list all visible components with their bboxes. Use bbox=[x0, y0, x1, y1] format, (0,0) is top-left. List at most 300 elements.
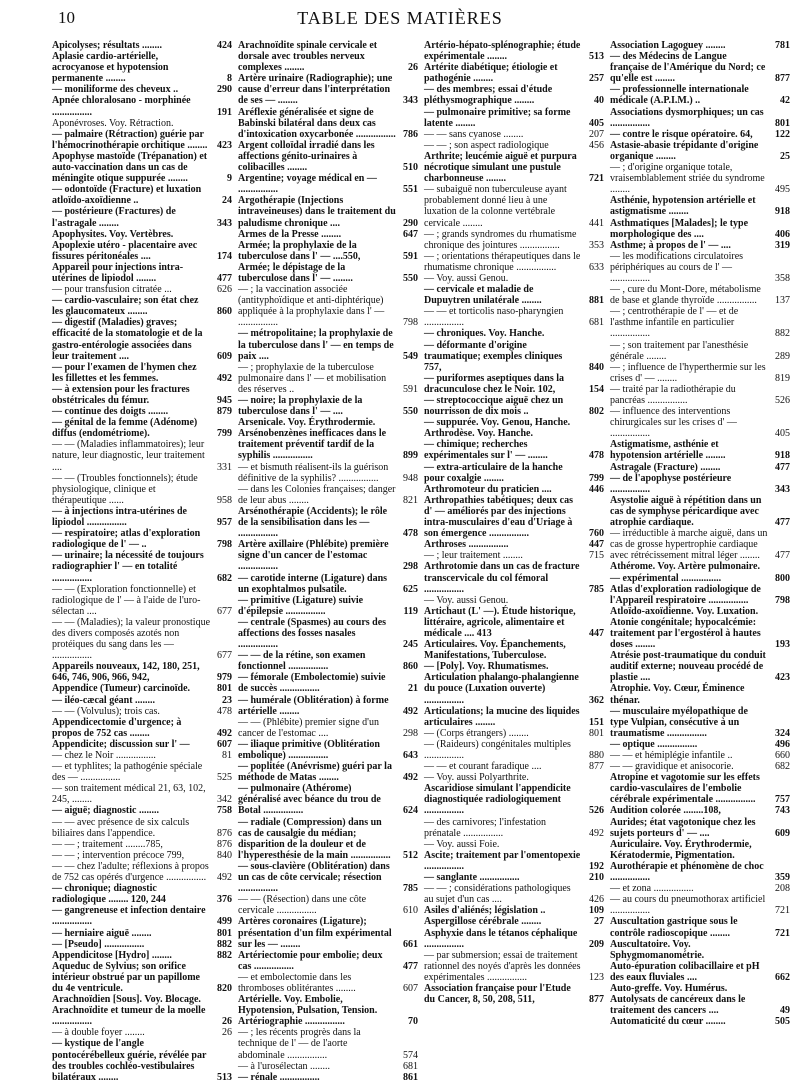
index-entry bbox=[424, 783, 604, 816]
index-entry-text: — professionnelle internationale médicale (A.P.I.M.) .. bbox=[610, 84, 749, 107]
index-entry-page: 682 bbox=[775, 761, 790, 773]
index-entry bbox=[52, 40, 232, 51]
index-entry-text: — et zona ................ bbox=[610, 883, 694, 895]
index-entry bbox=[52, 473, 232, 506]
index-entry-text: — — avec présence de six calculs biliaires dans l'appendice. bbox=[52, 816, 190, 839]
index-entry bbox=[610, 162, 790, 195]
index-entry bbox=[52, 717, 232, 739]
index-entry bbox=[52, 661, 232, 683]
index-entry-text: Aspergillose cérébrale ........ bbox=[424, 916, 542, 928]
index-entry bbox=[52, 861, 232, 883]
index-entry bbox=[424, 883, 604, 905]
index-entry-page: 81 bbox=[222, 750, 232, 761]
index-entry-text: — respiratoire; atlas d'exploration radiologique de l' — .. bbox=[52, 528, 201, 551]
index-entry bbox=[238, 695, 418, 717]
index-entry-page: 882 bbox=[775, 328, 790, 340]
index-entry bbox=[424, 439, 604, 461]
index-entry-page: 681 bbox=[589, 317, 604, 329]
index-entry bbox=[424, 229, 604, 251]
index-entry-text: Appareil pour injections intra-utérines de lipiodol ........ bbox=[52, 261, 184, 284]
index-entry-page: 760 bbox=[589, 528, 604, 540]
index-entry-page: 786 bbox=[403, 128, 418, 140]
index-entry bbox=[424, 839, 604, 850]
index-entry-page: 137 bbox=[775, 295, 790, 307]
index-entry-page: 899 bbox=[403, 450, 418, 462]
index-entry-text: Aplasie cardio-artérielle, acrocyanose et hypotension permanente ........ bbox=[52, 51, 169, 85]
index-entry-page: 526 bbox=[589, 805, 604, 817]
index-entry-text: — dans les Colonies françaises; danger de leur abus ........ bbox=[238, 483, 396, 506]
index-entry-text: — expérimental ................ bbox=[610, 572, 722, 584]
index-entry bbox=[424, 539, 604, 550]
index-entry bbox=[52, 817, 232, 839]
index-entry-text: Asiles d'aliénés; législation .. bbox=[424, 905, 546, 917]
index-entry bbox=[238, 506, 418, 539]
index-entry bbox=[238, 362, 418, 395]
index-entry-text: Apoplexie utéro - placentaire avec fissures péritonéales .... bbox=[52, 239, 198, 262]
index-entry-text: — urinaire; la nécessité de toujours radiographier l' — en totalité ................ bbox=[52, 550, 204, 584]
index-entry bbox=[52, 1038, 232, 1082]
index-entry-text: — ; son traitement par l'anesthésie générale ........ bbox=[610, 339, 749, 362]
index-entry-page: 353 bbox=[589, 239, 604, 251]
index-entry bbox=[610, 772, 790, 805]
index-entry-page: 882 bbox=[217, 949, 232, 961]
index-entry bbox=[424, 850, 604, 872]
index-entry-page: 662 bbox=[775, 971, 790, 983]
index-entry bbox=[424, 306, 604, 328]
index-entry bbox=[52, 783, 232, 805]
index-entry-text: Artériectomie pour embolie; deux cas ................ bbox=[238, 949, 383, 972]
index-entry-page: 877 bbox=[589, 994, 604, 1006]
index-entry-page: 549 bbox=[403, 350, 418, 362]
index-entry-text: — suppurée. Voy. Genou, Hanche. bbox=[424, 417, 571, 429]
index-entry-text: — à l'urosélectan ........ bbox=[238, 1060, 331, 1072]
index-entry bbox=[610, 362, 790, 384]
index-entry-page: 26 bbox=[222, 1027, 232, 1039]
index-entry-text: Autolysats de cancéreux dans le traitement des cancers .... bbox=[610, 994, 746, 1017]
index-entry bbox=[424, 872, 604, 883]
index-entry bbox=[424, 606, 604, 639]
index-entry-text: Auscultatoire. Voy. Sphygmomanométrie. bbox=[610, 938, 705, 961]
index-entry-text: — ; orientations thérapeutiques dans le rhumatisme chronique ................ bbox=[424, 250, 581, 273]
index-entry-text: — ; influence de l'hyperthermie sur les crises d' — ........ bbox=[610, 361, 766, 384]
index-entry-page: 881 bbox=[589, 295, 604, 307]
index-entry-text: — contre le risque opératoire. 64, bbox=[610, 128, 753, 140]
index-entry-text: Aponévroses. Voy. Rétraction. bbox=[52, 117, 174, 129]
index-entry-text: — ; prophylaxie de la tuberculose pulmonaire dans l' — et mobilisation des réserves .. bbox=[238, 361, 387, 395]
index-entry-text: — cervicale et maladie de Dupuytren unilatérale ........ bbox=[424, 284, 542, 307]
index-entry-text: Atrésie post-traumatique du conduit auditif externe; nouveau procédé de plastie .... bbox=[610, 650, 766, 684]
index-entry-text: Argent colloïdal irradié dans les affections génito-urinaires à colibacilles ........ bbox=[238, 139, 375, 174]
index-entry-text: Ascaridiose simulant l'appendicite diagnostiquée radiologiquement ................ bbox=[424, 783, 571, 817]
index-entry-text: — métropolitaine; la prophylaxie de la tuberculose dans l' — en temps de paix .... bbox=[238, 328, 394, 362]
index-entry bbox=[238, 240, 418, 262]
index-entry-page: 609 bbox=[217, 350, 232, 362]
index-entry-text: — pour l'examen de l'hymen chez les fillettes et les femmes. bbox=[52, 361, 197, 384]
index-entry-text: — chronique; diagnostic radiologique ........ 120, 244 bbox=[52, 883, 166, 906]
index-entry-text: — centrale (Spasmes) au cours des affections des fosses nasales ................ bbox=[238, 616, 387, 651]
index-entry bbox=[610, 1016, 790, 1027]
index-entry-page: 625 bbox=[403, 583, 418, 595]
index-entry-text: — postérieure (Fractures) de l'astragale ........ bbox=[52, 206, 176, 229]
index-entry bbox=[52, 761, 232, 783]
index-entry bbox=[238, 395, 418, 417]
index-entry bbox=[238, 539, 418, 572]
index-entry-page: 609 bbox=[775, 827, 790, 839]
index-entry-text: Asystolie aiguë à répétition dans un cas de symphyse péricardique avec atrophie cardiaque. bbox=[610, 494, 762, 529]
index-entry-page: 21 bbox=[408, 683, 418, 695]
index-entry bbox=[424, 550, 604, 561]
index-entry bbox=[424, 395, 604, 417]
index-entry-page: 882 bbox=[217, 938, 232, 950]
index-entry-page: 40 bbox=[594, 95, 604, 107]
index-entry bbox=[610, 883, 790, 894]
index-entry-page: 757 bbox=[775, 794, 790, 806]
index-entry-page: 298 bbox=[403, 561, 418, 573]
index-entry-page: 721 bbox=[589, 173, 604, 185]
index-entry bbox=[610, 573, 790, 584]
index-entry bbox=[238, 417, 418, 428]
index-entry-page: 324 bbox=[775, 727, 790, 739]
index-entry-page: 643 bbox=[403, 750, 418, 761]
index-entry-page: 957 bbox=[217, 517, 232, 529]
index-entry-text: — des membres; essai d'étude pléthysmographique ........ bbox=[424, 84, 553, 107]
index-entry-page: 331 bbox=[217, 461, 232, 473]
index-entry-text: — — de la rétine, son examen fonctionnel ................ bbox=[238, 650, 366, 673]
index-entry-page: 478 bbox=[403, 528, 418, 540]
index-entry-text: — aiguë; diagnostic ........ bbox=[52, 805, 159, 817]
index-entry-page: 801 bbox=[589, 727, 604, 739]
index-entry-page: 647 bbox=[403, 228, 418, 240]
index-entry bbox=[610, 473, 790, 495]
index-entry-text: Auscultation gastrique sous le contrôle radioscopique ........ bbox=[610, 916, 738, 939]
index-entry-text: — sous-clavière (Oblitération) dans un cas de côte cervicale; résection ................ bbox=[238, 860, 390, 895]
index-entry-text: Astigmatisme, asthénie et hypotension artérielle ........ bbox=[610, 439, 726, 462]
index-entry-text: Artérite diabétique; étiologie et pathogénie ........ bbox=[424, 62, 558, 85]
index-entry-text: — cardio-vasculaire; son état chez les glaucomateux ........ bbox=[52, 295, 199, 318]
index-entry-text: Apophyse mastoïde (Trépanation) et auto-vaccination dans un cas de méningite otique suppurée ........ bbox=[52, 150, 208, 185]
index-entry-text: Auto-greffe. Voy. Humérus. bbox=[610, 982, 728, 994]
index-entry-text: Armes de la Presse ........ bbox=[238, 228, 342, 240]
index-entry-text: — — sans cyanose ........ bbox=[424, 128, 524, 140]
index-entry-text: Associations dysmorphiques; un cas ................ bbox=[610, 106, 764, 129]
index-entry bbox=[610, 606, 790, 617]
index-entry bbox=[610, 994, 790, 1016]
index-entry bbox=[424, 417, 604, 428]
index-entry-page: 423 bbox=[775, 672, 790, 684]
index-entry bbox=[610, 218, 790, 240]
index-entry-page: 945 bbox=[217, 395, 232, 406]
index-entry bbox=[424, 661, 604, 672]
index-entry-text: — sanglante ................ bbox=[424, 872, 520, 884]
index-entry-text: Automaticité du cœur ........ bbox=[610, 1016, 726, 1028]
index-entry-page: 405 bbox=[775, 428, 790, 440]
index-entry-text: Aréflexie généralisée et signe de Babinski bilatéral dans deux cas d'intoxication oxycarbonée ................ bbox=[238, 106, 396, 140]
index-entry bbox=[610, 384, 790, 406]
index-entry-text: — musculaire myélopathique de type Vulpian, consécutive à un traumatisme ................ bbox=[610, 705, 748, 739]
index-entry bbox=[238, 894, 418, 916]
index-columns bbox=[52, 40, 790, 1083]
index-entry-page: 209 bbox=[589, 938, 604, 950]
index-entry-text: — carotide interne (Ligature) dans un exophtalmos pulsatile. bbox=[238, 572, 388, 595]
index-entry-text: Ascite; traitement par l'omentopexie ................ bbox=[424, 849, 581, 872]
index-entry-text: — extra-articulaire de la hanche pour coxalgie ........ bbox=[424, 461, 563, 484]
index-entry bbox=[424, 916, 604, 927]
index-entry-page: 478 bbox=[217, 705, 232, 717]
index-entry-text: — des Médecins de Langue française de l'Amérique du Nord; ce qu'elle est ........ bbox=[610, 51, 766, 85]
index-entry bbox=[610, 706, 790, 739]
index-entry-page: 492 bbox=[403, 772, 418, 784]
index-column-3 bbox=[424, 40, 604, 1076]
index-entry bbox=[238, 73, 418, 106]
index-entry bbox=[610, 40, 790, 51]
index-entry-text: — irréductible à marche aiguë, dans un cas de grosse hypertrophie cardiaque avec rétrécissement mitral léger ........ bbox=[610, 528, 768, 562]
index-entry-text: — , cure du Mont-Dore, métabolisme de base et glande thyroïde ................ bbox=[610, 284, 761, 307]
index-entry-text: — par submersion; essai de traitement rationnel des noyés d'après les données expérimentales ................ bbox=[424, 949, 581, 983]
index-entry-page: 496 bbox=[775, 738, 790, 750]
index-entry bbox=[52, 750, 232, 761]
index-entry-text: Arsenicale. Voy. Érythrodermie. bbox=[238, 417, 376, 429]
index-entry-page: 477 bbox=[775, 461, 790, 473]
index-entry-page: 362 bbox=[589, 694, 604, 706]
index-entry bbox=[610, 51, 790, 84]
index-entry bbox=[424, 140, 604, 151]
index-entry bbox=[238, 284, 418, 328]
index-entry-text: Arachnoïdien [Sous]. Voy. Blocage. bbox=[52, 994, 201, 1006]
index-entry-text: Asthme; à propos de l' — .... bbox=[610, 239, 731, 251]
index-entry-page: 492 bbox=[217, 872, 232, 884]
index-entry-page: 800 bbox=[775, 572, 790, 584]
index-entry-text: — poplitée (Anévrisme) guéri par la méthode de Matas ........ bbox=[238, 761, 392, 784]
index-entry bbox=[52, 151, 232, 184]
index-entry-text: Atloïdo-axoïdienne. Voy. Luxation. bbox=[610, 605, 759, 617]
index-entry-page: 607 bbox=[403, 982, 418, 994]
index-entry bbox=[610, 939, 790, 961]
index-entry-text: — — ; considérations pathologiques au sujet d'un cas .... bbox=[424, 883, 571, 906]
index-entry bbox=[610, 617, 790, 650]
index-entry bbox=[238, 484, 418, 506]
index-entry-text: Arsénobenzènes inefficaces dans le traitement préventif tardif de la syphilis ................ bbox=[238, 428, 387, 462]
index-entry bbox=[238, 916, 418, 949]
index-entry bbox=[238, 1061, 418, 1072]
index-entry-page: 24 bbox=[222, 195, 232, 207]
index-entry-page: 513 bbox=[589, 51, 604, 63]
index-entry-text: Aurides; état vagotonique chez les sujets porteurs d' — .... bbox=[610, 816, 756, 839]
index-entry-page: 477 bbox=[775, 517, 790, 529]
index-entry-page: 677 bbox=[217, 605, 232, 617]
index-entry bbox=[610, 561, 790, 572]
index-entry-page: 358 bbox=[775, 272, 790, 284]
index-entry bbox=[238, 783, 418, 816]
index-entry-page: 876 bbox=[217, 827, 232, 839]
index-entry-page: 860 bbox=[403, 661, 418, 673]
index-entry-text: — traité par la radiothérapie du pancréas ................ bbox=[610, 383, 736, 406]
index-entry-text: — (Corps étrangers) ........ bbox=[424, 727, 529, 739]
index-entry-text: Astragale (Fracture) ........ bbox=[610, 461, 721, 473]
index-entry-page: 49 bbox=[780, 1005, 790, 1017]
index-entry-text: — humérale (Oblitération) à forme artérielle ........ bbox=[238, 694, 389, 717]
index-entry-page: 721 bbox=[775, 905, 790, 917]
index-entry bbox=[424, 340, 604, 373]
index-entry-text: — Voy. aussi Genou. bbox=[424, 272, 509, 284]
index-entry-page: 376 bbox=[217, 894, 232, 906]
index-entry bbox=[238, 462, 418, 484]
index-entry-page: 405 bbox=[589, 117, 604, 129]
index-entry-text: — ; d'origine organique totale, vraisemblablement striée du syndrome ........ bbox=[610, 162, 765, 196]
index-entry-text: Asphyxie dans le tétanos céphalique ................ bbox=[424, 927, 578, 950]
index-entry-text: — — (Troubles fonctionnels); étude physiologique, clinique et thérapeutique ...... bbox=[52, 472, 198, 506]
index-entry-page: 879 bbox=[217, 406, 232, 418]
index-entry-page: 208 bbox=[775, 883, 790, 895]
index-entry bbox=[424, 328, 604, 339]
index-entry-text: — pour transfusion citratée ... bbox=[52, 284, 172, 296]
index-entry-text: — son traitement médical 21, 63, 102, 245, ........ bbox=[52, 783, 206, 806]
index-entry-page: 447 bbox=[589, 627, 604, 639]
index-entry-page: 477 bbox=[217, 272, 232, 284]
index-entry-text: Armée; le dépistage de la tuberculose dans l' — ........ bbox=[238, 261, 353, 284]
index-entry-text: — (Raideurs) congénitales multiples ................ bbox=[424, 738, 571, 761]
index-entry bbox=[424, 728, 604, 739]
index-entry bbox=[52, 739, 232, 750]
index-entry bbox=[238, 173, 418, 195]
index-entry-page: 801 bbox=[217, 927, 232, 939]
index-entry-page: 677 bbox=[217, 650, 232, 662]
index-entry bbox=[52, 506, 232, 528]
index-entry bbox=[610, 439, 790, 461]
index-entry-text: Association Lagoguey ........ bbox=[610, 40, 726, 51]
index-entry-page: 26 bbox=[222, 1016, 232, 1028]
index-entry-page: 550 bbox=[403, 272, 418, 284]
index-entry bbox=[610, 306, 790, 339]
index-entry bbox=[610, 839, 790, 861]
index-entry-text: — et typhlites; la pathogénie spéciale des — ................ bbox=[52, 761, 203, 784]
index-entry bbox=[424, 905, 604, 916]
index-entry bbox=[424, 595, 604, 606]
index-entry bbox=[52, 206, 232, 228]
index-entry bbox=[610, 683, 790, 705]
index-entry bbox=[238, 107, 418, 140]
index-entry-text: — herniaire aiguë ........ bbox=[52, 927, 152, 939]
index-entry-text: — chroniques. Voy. Hanche. bbox=[424, 328, 545, 340]
index-entry-page: 441 bbox=[589, 217, 604, 229]
index-entry bbox=[610, 495, 790, 528]
index-entry-text: — — (Maladies inflammatoires); leur nature, leur diagnostic, leur traitement .... bbox=[52, 439, 205, 473]
index-entry-text: — — et courant faradique .... bbox=[424, 761, 542, 773]
index-entry-page: 191 bbox=[217, 106, 232, 118]
index-entry bbox=[424, 273, 604, 284]
index-entry bbox=[424, 151, 604, 184]
index-entry-page: 495 bbox=[775, 184, 790, 196]
index-entry-page: 876 bbox=[217, 838, 232, 850]
index-entry bbox=[424, 928, 604, 950]
index-entry bbox=[610, 129, 790, 140]
index-entry bbox=[52, 961, 232, 994]
index-entry bbox=[238, 817, 418, 861]
index-entry-page: 109 bbox=[589, 905, 604, 917]
index-entry bbox=[610, 195, 790, 217]
index-entry bbox=[52, 284, 232, 295]
index-entry-text: Arthrodèse. Voy. Hanche. bbox=[424, 428, 533, 440]
index-entry-page: 660 bbox=[775, 750, 790, 761]
index-entry-text: Association française pour l'Etude du Cancer, 8, 50, 208, 511, bbox=[424, 982, 571, 1006]
index-column-2 bbox=[238, 40, 418, 1083]
index-entry-text: — primitive (Ligature) suivie d'épilepsie ................ bbox=[238, 594, 364, 617]
index-entry-text: Artère axillaire (Phlébite) première signe d'un cancer de l'estomac ................ bbox=[238, 539, 389, 573]
index-entry bbox=[238, 972, 418, 994]
index-entry bbox=[52, 129, 232, 151]
index-entry-text: — — (Résection) dans une côte cervicale ................ bbox=[238, 894, 367, 917]
index-entry-page: 289 bbox=[775, 350, 790, 362]
index-entry-text: — palmaire (Rétraction) guérie par l'hémocrinothérapie orchitique ........ bbox=[52, 128, 208, 151]
index-entry bbox=[424, 561, 604, 594]
index-entry bbox=[610, 894, 790, 916]
index-entry bbox=[238, 428, 418, 461]
index-entry-page: 447 bbox=[589, 539, 604, 551]
index-entry-text: — moniliforme des cheveux .. bbox=[52, 84, 179, 96]
index-entry-text: Atropine et vagotomie sur les effets cardio-vasculaires de l'embolie cérébrale expérimentale ................ bbox=[610, 772, 760, 806]
index-entry bbox=[610, 817, 790, 839]
index-entry-page: 550 bbox=[403, 406, 418, 418]
index-entry bbox=[424, 462, 604, 484]
index-entry-page: 877 bbox=[775, 73, 790, 85]
index-entry-text: — — (Volvulus); trois cas. bbox=[52, 705, 160, 717]
index-entry bbox=[424, 40, 604, 62]
index-entry bbox=[424, 373, 604, 395]
index-entry bbox=[610, 961, 790, 983]
index-entry-page: 860 bbox=[217, 306, 232, 318]
index-entry-text: — fémorale (Embolectomie) suivie de succès ................ bbox=[238, 672, 386, 695]
index-entry-text: Arthrotomie dans un cas de fracture transcervicale du col fémoral ................ bbox=[424, 561, 580, 595]
index-entry-page: 8 bbox=[227, 73, 232, 85]
index-entry-page: 979 bbox=[217, 672, 232, 684]
index-entry-text: Arthromoteur du praticien .... bbox=[424, 483, 552, 495]
index-entry-text: — — et torticolis naso-pharyngien ................ bbox=[424, 306, 564, 329]
index-entry bbox=[238, 950, 418, 972]
index-entry-text: — radiale (Compression) dans un cas de causalgie du médian; disparition de la douleur et de l'hyperesthésie de la main ................ bbox=[238, 816, 391, 861]
index-entry bbox=[52, 262, 232, 284]
index-entry bbox=[610, 107, 790, 129]
index-entry-text: — — gravidique et anisocorie. bbox=[610, 761, 734, 773]
index-entry-text: Artério-hépato-splénographie; étude expérimentale ........ bbox=[424, 40, 581, 63]
index-entry-page: 492 bbox=[589, 827, 604, 839]
index-entry bbox=[424, 495, 604, 539]
index-entry-page: 758 bbox=[217, 805, 232, 817]
index-entry bbox=[238, 861, 418, 894]
index-entry-text: — — (Maladies); la valeur pronostique des divers composés azotés non protéiques du sang dans les — ................ bbox=[52, 616, 211, 662]
index-entry bbox=[52, 528, 232, 550]
index-entry bbox=[610, 284, 790, 306]
index-entry-text: — et bismuth réalisent-ils la guérison définitive de la syphilis? ................ bbox=[238, 461, 389, 484]
index-entry-page: 512 bbox=[403, 849, 418, 861]
index-entry-text: Atlas d'exploration radiologique de l'Appareil respiratoire ................ bbox=[610, 583, 761, 606]
index-entry-text: Atonie congénitale; hypocalcémie: traitement par l'ergostérol à hautes doses ........ bbox=[610, 616, 761, 651]
index-entry-page: 743 bbox=[775, 805, 790, 817]
index-column-4 bbox=[610, 40, 790, 1076]
index-entry bbox=[424, 672, 604, 705]
index-entry-page: 785 bbox=[403, 883, 418, 895]
index-entry bbox=[52, 683, 232, 694]
index-column-1 bbox=[52, 40, 232, 1083]
index-entry-text: Astasie-abasie trépidante d'origine organique ........ bbox=[610, 139, 759, 162]
index-entry-text: — odontoïde (Fracture) et luxation atloïdo-axoïdienne .. bbox=[52, 184, 202, 207]
index-entry-page: 27 bbox=[594, 916, 604, 928]
index-entry-page: 210 bbox=[589, 872, 604, 884]
index-entry-page: 661 bbox=[403, 938, 418, 950]
index-entry-text: — chimique; recherches expérimentales sur l' — ........ bbox=[424, 439, 548, 462]
index-entry-text: Auriculaire. Voy. Érythrodermie, Kératodermie, Pigmentation. bbox=[610, 838, 752, 861]
index-entry-page: 880 bbox=[589, 750, 604, 761]
index-entry-page: 591 bbox=[403, 250, 418, 262]
index-entry-text: — au cours du pneumothorax artificiel ................ bbox=[610, 894, 766, 917]
